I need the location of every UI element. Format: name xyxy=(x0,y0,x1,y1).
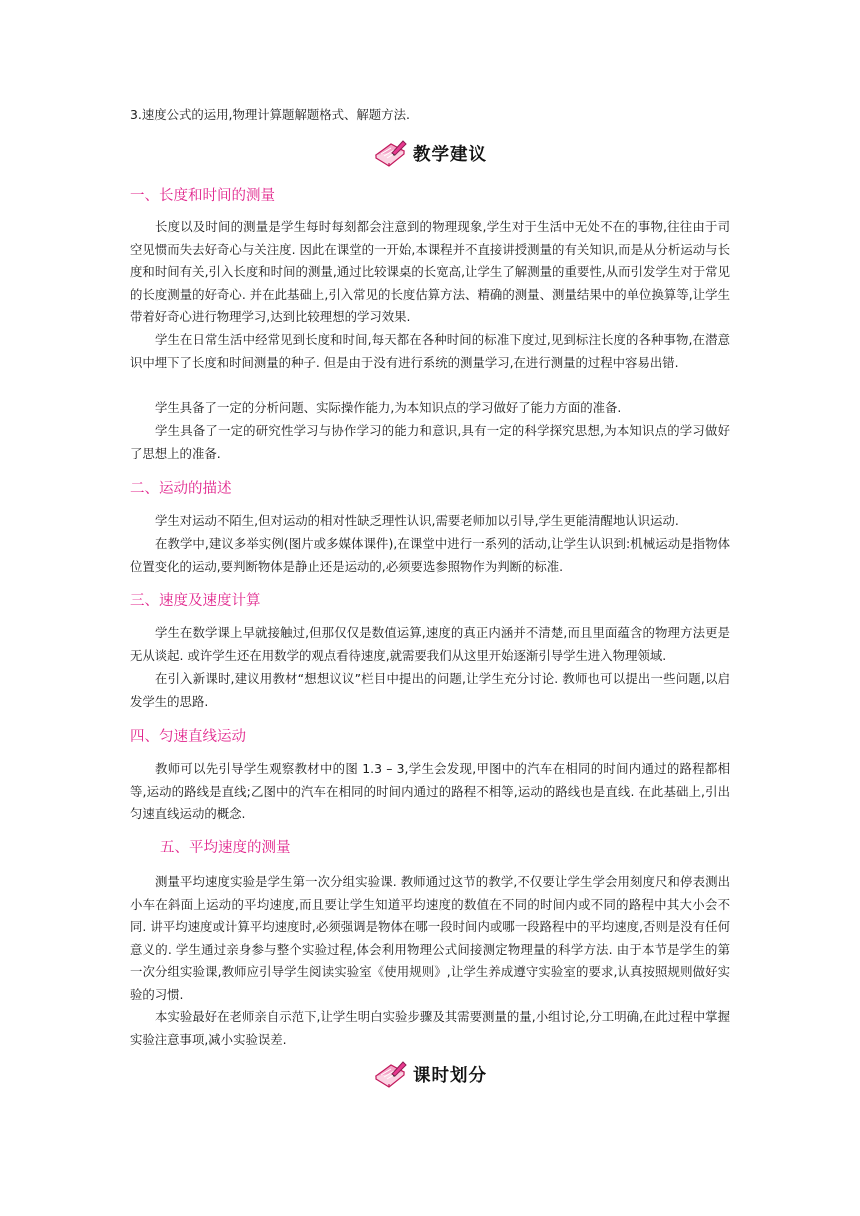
paragraph: 在教学中,建议多举实例(图片或多媒体课件),在课堂中进行一系列的活动,让学生认识到:机械运动是指物体位置变化的运动,要判断物体是静止还是运动的,必须要选参照物作为判断的标准. xyxy=(130,536,730,574)
book-pencil-icon xyxy=(373,1060,407,1088)
paragraph: 学生对运动不陌生,但对运动的相对性缺乏理性认识,需要老师加以引导,学生更能清醒地认识运动. xyxy=(155,513,679,528)
paragraph: 长度以及时间的测量是学生每时每刻都会注意到的物理现象,学生对于生活中无处不在的事物,往往由于司空见惯而失去好奇心与关注度. 因此在课堂的一开始,本课程并不直接讲授测量的有关知识,而是从分析运动与长度和时间有关,引入长度和时间的测量,通过比较课桌的长宽高,让学生了解测量的重要性,从而引发学生对于常见的长度测量的好奇心. 并在此基础上,引入常见的长度估算方法、精确的测量、测量结果中的单位换算等,让学生带着好奇心进行物理学习,达到比较理想的学习效果. xyxy=(130,219,730,324)
section-heading: 五、平均速度的测量 xyxy=(160,840,291,856)
section-heading: 一、长度和时间的测量 xyxy=(130,188,275,204)
banner-teaching-suggestions xyxy=(0,138,860,168)
banner-title: 课时划分 xyxy=(413,1065,487,1086)
section-heading: 三、速度及速度计算 xyxy=(130,593,261,609)
intro-item: 3.速度公式的运用,物理计算题解题格式、解题方法. xyxy=(130,107,410,122)
section-heading: 二、运动的描述 xyxy=(130,481,232,497)
paragraph: 在引入新课时,建议用教材“想想议议”栏目中提出的问题,让学生充分讨论. 教师也可以提出一些问题,以启发学生的思路. xyxy=(130,671,730,709)
paragraph: 学生在日常生活中经常见到长度和时间,每天都在各种时间的标准下度过,见到标注长度的各种事物,在潜意识中埋下了长度和时间测量的种子. 但是由于没有进行系统的测量学习,在进行测量的过程中容易出错. xyxy=(130,332,730,370)
banner-title: 教学建议 xyxy=(413,144,487,165)
paragraph: 本实验最好在老师亲自示范下,让学生明白实验步骤及其需要测量的量,小组讨论,分工明确,在此过程中掌握实验注意事项,减小实验误差. xyxy=(130,1009,730,1047)
book-pencil-icon xyxy=(373,139,407,167)
paragraph: 学生在数学课上早就接触过,但那仅仅是数值运算,速度的真正内涵并不清楚,而且里面蕴含的物理方法更是无从谈起. 或许学生还在用数学的观点看待速度,就需要我们从这里开始逐渐引导学生进入物理领域. xyxy=(130,625,730,663)
paragraph: 学生具备了一定的分析问题、实际操作能力,为本知识点的学习做好了能力方面的准备. xyxy=(155,400,622,415)
section-heading: 四、匀速直线运动 xyxy=(130,729,246,745)
banner-lesson-division xyxy=(0,1059,860,1089)
paragraph: 测量平均速度实验是学生第一次分组实验课. 教师通过这节的教学,不仅要让学生学会用刻度尺和停表测出小车在斜面上运动的平均速度,而且要让学生知道平均速度的数值在不同的时间内或不同的路程中其大小会不同. 讲平均速度或计算平均速度时,必须强调是物体在哪一段时间内或哪一段路程中的平均速度,否则是没有任何意义的. 学生通过亲身参与整个实验过程,体会利用物理公式间接测定物理量的科学方法. 由于本节是学生的第一次分组实验课,教师应引导学生阅读实验室《使用规则》,让学生养成遵守实验室的要求,认真按照规则做好实验的习惯. xyxy=(130,874,730,1002)
paragraph: 学生具备了一定的研究性学习与协作学习的能力和意识,具有一定的科学探究思想,为本知识点的学习做好了思想上的准备. xyxy=(130,423,730,461)
paragraph: 教师可以先引导学生观察教材中的图 1.3 – 3,学生会发现,甲图中的汽车在相同的时间内通过的路程都相等,运动的路线是直线;乙图中的汽车在相同的时间内通过的路程不相等,运动的路线也是直线. 在此基础上,引出匀速直线运动的概念. xyxy=(130,761,730,821)
